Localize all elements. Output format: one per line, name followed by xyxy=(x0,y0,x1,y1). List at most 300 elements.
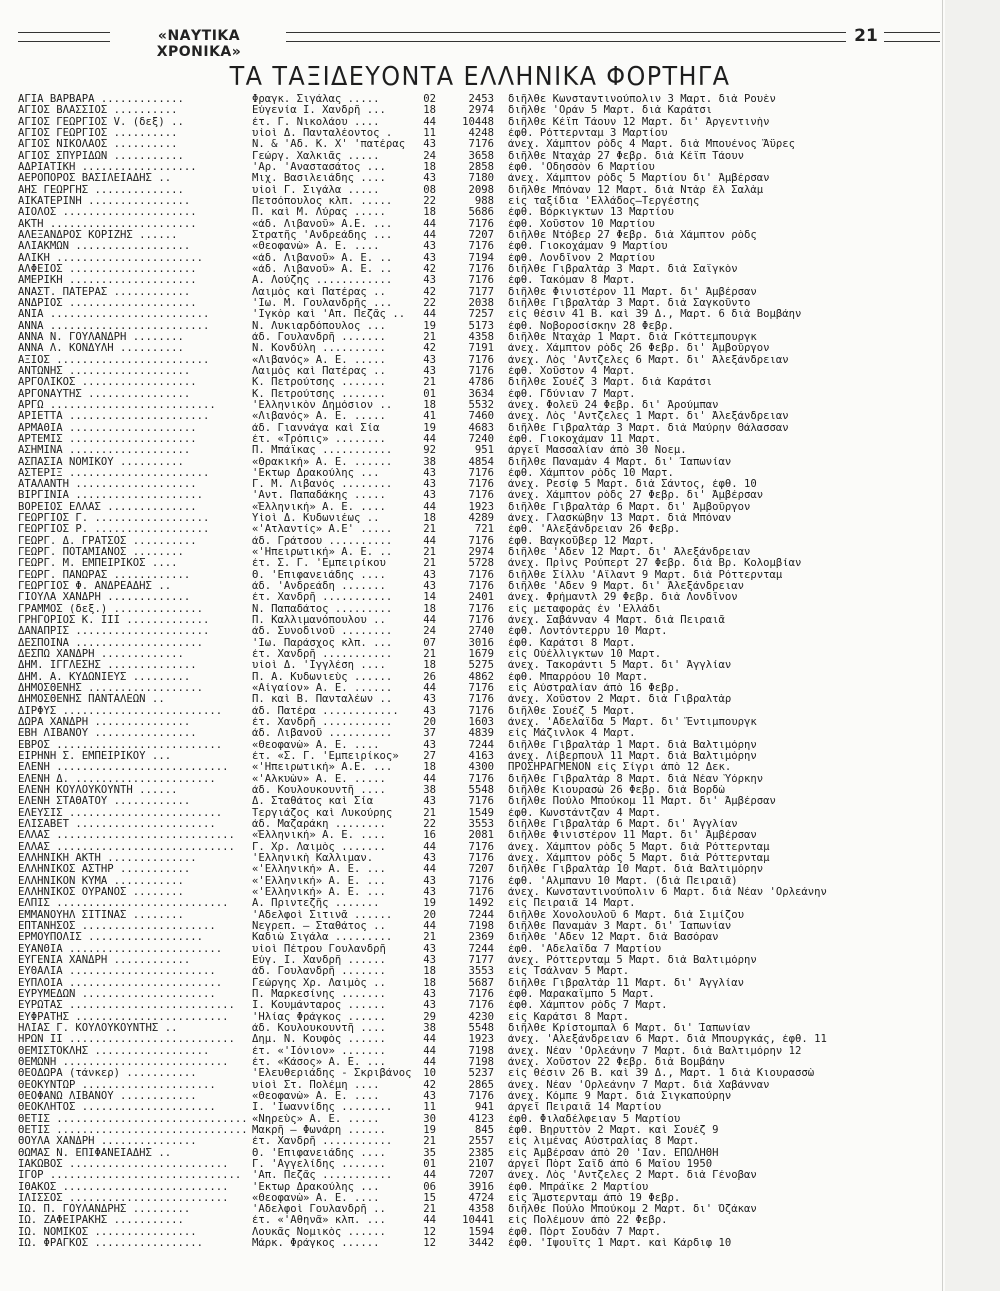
ship-name: ΑΛΙΑΚΜΩΝ .................. xyxy=(18,241,191,253)
ship-row xyxy=(18,570,942,581)
ship-name: ΓΕΩΡΓΙΟΣ Ρ. .................. xyxy=(18,524,210,536)
ship-tonnage: 1923 xyxy=(468,1034,494,1046)
ship-owner: Γεώργης Χρ. Λαιμὸς .. xyxy=(252,977,386,989)
ship-tonnage: 7176 xyxy=(468,886,494,898)
ship-tonnage: 2385 xyxy=(468,1147,494,1159)
ship-row xyxy=(18,1091,942,1102)
ship-row xyxy=(18,1023,942,1034)
ship-age: 42 xyxy=(423,1079,436,1091)
ship-route: εἰς Ἀμβέρσαν ἀπὸ 20 'Ιαν. ΕΠΩΛΗΘΗ xyxy=(508,1147,719,1159)
ship-route: ἐφθ. Κωνστάντζαν 4 Μαρτ. xyxy=(508,807,662,819)
ship-tonnage: 7176 xyxy=(468,467,494,479)
ship-row xyxy=(18,490,942,501)
ship-route: εἰς θέσιν 41 Β. καὶ 39 Δ., Μαρτ. 6 διὰ Βομβάην xyxy=(508,309,802,321)
ship-age: 43 xyxy=(423,796,436,808)
ship-name: ΕΛΛΗΝΙΚΟΣ ΟΥΡΑΝΟΣ ........ xyxy=(18,886,184,898)
ship-owner: «ἀδ. Λιβανοῦ» Α.Ε. ... xyxy=(252,218,393,230)
ship-age: 43 xyxy=(423,943,436,955)
ship-age: 08 xyxy=(423,184,436,196)
ship-row xyxy=(18,1046,942,1057)
ship-row xyxy=(18,649,942,660)
ship-route: ἐφθ. Τακόμαν 8 Μαρτ. xyxy=(508,275,636,287)
ship-tonnage: 4862 xyxy=(468,671,494,683)
ship-row xyxy=(18,1080,942,1091)
ship-route: ἀνεχ. Τακοράντι 5 Μαρτ. δι' Ἀγγλίαν xyxy=(508,660,732,672)
ship-row xyxy=(18,660,942,671)
ship-name: ΑΗΣ ΓΕΩΡΓΗΣ .............. xyxy=(18,184,184,196)
ship-tonnage: 5728 xyxy=(468,558,494,570)
ship-tonnage: 2038 xyxy=(468,297,494,309)
ship-tonnage: 1492 xyxy=(468,898,494,910)
ship-name: ΑΞΙΟΣ ........................ xyxy=(18,354,210,366)
ship-route: ἐφθ. 'Οδησσὸν 6 Μαρτίου xyxy=(508,161,655,173)
ship-route: ἀργεῖ Μασσαλίαν ἀπὸ 30 Νοεμ. xyxy=(508,445,687,457)
ship-row xyxy=(18,751,942,762)
ship-owner: Α. Λούζης ............ xyxy=(252,275,393,287)
ship-name: ΕΜΜΑΝΟΥΗΛ ΣΙΤΙΝΑΣ ........ xyxy=(18,909,184,921)
ship-name: ΙΓΟΡ .............................. xyxy=(18,1170,242,1182)
ship-route: ἀνεχ. Λὸς 'Αντζελες 6 Μαρτ. δι' Ἀλεξάνδρειαν xyxy=(508,354,789,366)
ship-age: 43 xyxy=(423,1000,436,1012)
ship-row xyxy=(18,513,942,524)
ship-age: 06 xyxy=(423,1181,436,1193)
ship-name: ΑΡΜΑΘΙΑ .................... xyxy=(18,422,197,434)
ship-owner: ἀδ. Γράτσου .......... xyxy=(252,535,393,547)
ship-row xyxy=(18,366,942,377)
ship-tonnage: 7176 xyxy=(468,875,494,887)
ship-row xyxy=(18,196,942,207)
ship-row xyxy=(18,762,942,773)
ship-age: 43 xyxy=(423,852,436,864)
ship-age: 44 xyxy=(423,218,436,230)
ship-age: 44 xyxy=(423,309,436,321)
ship-owner: Νεγρεπ. — Σταθάτος .. xyxy=(252,920,386,932)
ship-age: 21 xyxy=(423,932,436,944)
ship-route: ἐφθ. Χάμπτον ρὸδς 10 Μαρτ. xyxy=(508,467,674,479)
ship-age: 44 xyxy=(423,433,436,445)
ship-tonnage: 7207 xyxy=(468,1170,494,1182)
ship-tonnage: 10441 xyxy=(462,1215,494,1227)
ship-name: ΘΕΜΩΝΗ .......................... xyxy=(18,1056,229,1068)
ship-owner: ἐτ. «Κάσος» Α. Ε. ... xyxy=(252,1056,386,1068)
ship-owner: 'Εκτωρ Δρακούλης ... xyxy=(252,1181,380,1193)
ship-name: ΗΡΩΝ ΙΙ .......................... xyxy=(18,1034,235,1046)
ship-tonnage: 7176 xyxy=(468,773,494,785)
ship-row xyxy=(18,808,942,819)
ship-owner: «Θεοφανὼ» Α. Ε. .... xyxy=(252,1090,380,1102)
ship-row xyxy=(18,355,942,366)
ship-name: ΑΣΠΑΣΙΑ ΝΟΜΙΚΟΥ .......... xyxy=(18,456,184,468)
ship-route: ἀνεχ. Φολεϋ 24 Φεβρ. δι' Ἀρούμπαν xyxy=(508,399,719,411)
ship-route: εἰς Οὐέλλιγκτων 10 Μαρτ. xyxy=(508,649,662,661)
ship-name: ΑΡΓΟΛΙΚΟΣ .................. xyxy=(18,377,197,389)
ship-tonnage: 4248 xyxy=(468,127,494,139)
ship-route: εἰς ταξίδια 'Ελλάδος—Τεργέστης xyxy=(508,195,700,207)
ship-name: ΙΩ. ΦΡΑΓΚΟΣ ................. xyxy=(18,1238,203,1250)
ship-age: 44 xyxy=(423,841,436,853)
ship-age: 44 xyxy=(423,683,436,695)
ship-name: ΑΛΙΚΗ ....................... xyxy=(18,252,203,264)
ship-owner: Θ. 'Επιφανειάδης .... xyxy=(252,569,386,581)
ship-row xyxy=(18,479,942,490)
ship-route: διῆλθε Σίλλυ 'Αϊλαντ 9 Μαρτ. διὰ Ρόττερνταμ xyxy=(508,569,783,581)
ship-row xyxy=(18,275,942,286)
ship-route: ἀνεχ. Κωνσταντινούπολιν 6 Μαρτ. διὰ Νέαν 'Ορλεάνην xyxy=(508,886,827,898)
ship-row xyxy=(18,876,942,887)
ship-row xyxy=(18,264,942,275)
facing-page-ghost-text xyxy=(945,0,1000,62)
ship-age: 18 xyxy=(423,966,436,978)
ship-row xyxy=(18,1057,942,1068)
ship-name: ΔΙΡΦΥΣ ......................... xyxy=(18,705,223,717)
ship-name: ΘΟΥΛΑ ΧΑΝΔΡΗ ............... xyxy=(18,1136,197,1148)
ship-tonnage: 845 xyxy=(474,1124,494,1136)
ship-route: ἐφθ. Λονδῖνον 2 Μαρτίου xyxy=(508,252,655,264)
ship-owner: «'Αλκυὼν» Α. Ε. ..... xyxy=(252,773,386,785)
ship-age: 43 xyxy=(423,173,436,185)
ship-route: ἀνεχ. Χοῦστον 2 Μαρτ. διὰ Γιβραλτὰρ xyxy=(508,694,732,706)
ship-owner: 'Αδελφοὶ Γουλανδρῆ .. xyxy=(252,1204,386,1216)
ship-owner: ἀδ. Συνοδινοῦ ........ xyxy=(252,626,393,638)
ship-owner: ἐτ. Χανδρῆ ........... xyxy=(252,649,393,661)
ship-age: 11 xyxy=(423,1102,436,1114)
ship-owner: ἐτ. «'Αθηνᾶ» κλπ. ... xyxy=(252,1215,386,1227)
ship-row xyxy=(18,411,942,422)
ship-row xyxy=(18,694,942,705)
ship-route: διῆλθε Κέϊπ Τάουν 12 Μαρτ. δι' Ἀργεντινὴν xyxy=(508,116,770,128)
ship-owner: Εὐγενία Ι. Χανδρῆ ... xyxy=(252,105,386,117)
ship-route: ἐφθ. 'Αδελαΐδα 7 Μαρτίου xyxy=(508,943,662,955)
ship-tonnage: 5687 xyxy=(468,977,494,989)
ship-name: ΕΥΦΡΑΤΗΣ ........................ xyxy=(18,1011,229,1023)
ship-row xyxy=(18,910,942,921)
header-rule-right xyxy=(286,32,846,42)
ship-tonnage: 4123 xyxy=(468,1113,494,1125)
ship-row xyxy=(18,853,942,864)
ship-name: ΑΓΙΟΣ ΣΠΥΡΙΔΩΝ ........... xyxy=(18,150,184,162)
ship-age: 43 xyxy=(423,988,436,1000)
ship-tonnage: 5686 xyxy=(468,207,494,219)
magazine-name: «ΝΑΥΤΙΚΑ ΧΡΟΝΙΚΑ» xyxy=(156,28,242,60)
ship-name: ΓΕΩΡΓΙΟΣ Φ. ΑΝΔΡΕΑΔΗΣ .. xyxy=(18,581,172,593)
ship-row xyxy=(18,343,942,354)
ship-owner: Στρατῆς 'Ανδρεάδης ... xyxy=(252,229,393,241)
ship-route: ἀνεχ. Λὸς 'Αντζελες 1 Μαρτ. δι' Ἀλεξάνδρειαν xyxy=(508,411,789,423)
ship-owner: 'Απ. Πεζᾶς ........... xyxy=(252,1170,393,1182)
ship-name: ΘΕΜΙΣΤΟΚΛΗΣ .................. xyxy=(18,1045,210,1057)
ship-age: 44 xyxy=(423,1045,436,1057)
ship-tonnage: 4358 xyxy=(468,1204,494,1216)
ship-route: διῆλθε Γιβραλτὰρ 1 Μαρτ. διὰ Βαλτιμόρην xyxy=(508,739,757,751)
ship-owner: «'Ηπειρωτική» Α. Ε. .. xyxy=(252,547,393,559)
ship-age: 22 xyxy=(423,195,436,207)
ship-owner: 'Ιω. Παράσχος κλπ. ... xyxy=(252,637,393,649)
ship-row xyxy=(18,185,942,196)
ship-age: 21 xyxy=(423,1204,436,1216)
ship-name: ΓΕΩΡΓ. Μ. ΕΜΠΕΙΡΙΚΟΣ .... xyxy=(18,558,178,570)
ship-tonnage: 7177 xyxy=(468,954,494,966)
ship-name: ΕΡΜΟΥΠΟΛΙΣ .................. xyxy=(18,932,203,944)
ship-age: 19 xyxy=(423,1124,436,1136)
ship-owner: «Νηρεὺς» Α. Ε. ..... xyxy=(252,1113,380,1125)
ship-owner: ἐτ. Χανδρῆ ........... xyxy=(252,1136,393,1148)
ship-name: ΑΝΑΣΤ. ΠΑΤΕΡΑΣ ............ xyxy=(18,286,191,298)
ship-owner: ἀδ. Γιαννάγα καὶ Σία xyxy=(252,422,380,434)
ship-tonnage: 721 xyxy=(474,524,494,536)
ship-route: ἀνεχ. Κόμπε 9 Μαρτ. διὰ Σιγκαπούρην xyxy=(508,1090,732,1102)
ship-route: ἀνεχ. Σαβάνναν 4 Μαρτ. διὰ Πειραιᾶ xyxy=(508,615,725,627)
ship-row xyxy=(18,638,942,649)
ship-owner: ἐτ. Χανδρῆ ........... xyxy=(252,592,393,604)
ship-owner: υἱοὶ Γ. Σιγάλα ..... xyxy=(252,184,380,196)
ship-owner: «Θεοφανὼ» Α. Ε. .... xyxy=(252,241,380,253)
ship-name: ΕΥΓΕΝΙΑ ΧΑΝΔΡΗ ............ xyxy=(18,954,191,966)
ship-tonnage: 7176 xyxy=(468,139,494,151)
ship-tonnage: 1549 xyxy=(468,807,494,819)
ship-owner: «Ἑλληνική» Α. Ε. .... xyxy=(252,830,386,842)
ship-route: διῆλθε Νταχὰρ 27 Φεβρ. διὰ Κέϊπ Τάουν xyxy=(508,150,744,162)
ship-row xyxy=(18,683,942,694)
ship-tonnage: 7180 xyxy=(468,173,494,185)
ship-age: 19 xyxy=(423,320,436,332)
ship-tonnage: 3442 xyxy=(468,1238,494,1250)
ship-tonnage: 5275 xyxy=(468,660,494,672)
ship-row xyxy=(18,592,942,603)
ship-age: 43 xyxy=(423,479,436,491)
ship-name: ΕΛΕΝΗ ........................... xyxy=(18,762,229,774)
ship-tonnage: 10448 xyxy=(462,116,494,128)
ship-age: 43 xyxy=(423,886,436,898)
ship-owner: ἐτ. «'Ιόνιον» ....... xyxy=(252,1045,386,1057)
ship-row xyxy=(18,423,942,434)
ship-owner: ἐτ. Χανδρῆ ........... xyxy=(252,717,393,729)
ship-owner: υἱοὶ Δ. Πανταλέοντος . xyxy=(252,127,393,139)
ship-tonnage: 2107 xyxy=(468,1158,494,1170)
ship-owner: «Θρακική» Α. Ε. ...... xyxy=(252,456,393,468)
ship-name: ΙΩ. ΖΑΦΕΙΡΑΚΗΣ ........... xyxy=(18,1215,184,1227)
ship-route: ἐφθ. Χοῦστον 4 Μαρτ. xyxy=(508,365,636,377)
ship-name: ΙΩ. ΝΟΜΙΚΟΣ ................ xyxy=(18,1226,197,1238)
ship-owner: Λαιμὸς καὶ Πατέρας .. xyxy=(252,365,386,377)
ship-row xyxy=(18,287,942,298)
ship-row xyxy=(18,740,942,751)
ship-age: 92 xyxy=(423,445,436,457)
ship-owner: Πετσόπουλος κλπ. ..... xyxy=(252,195,393,207)
ship-owner: Εὐγ. Ι. Χανδρῆ ...... xyxy=(252,954,386,966)
ship-owner: Γεώργ. Χαλκιᾶς ..... xyxy=(252,150,380,162)
ship-tonnage: 3916 xyxy=(468,1181,494,1193)
ship-row xyxy=(18,219,942,230)
ship-name: ΑΓΙΟΣ ΓΕΩΡΓΙΟΣ .......... xyxy=(18,127,178,139)
ship-row xyxy=(18,105,942,116)
ship-name: ΑΣΗΜΙΝΑ ................... xyxy=(18,445,191,457)
gutter-line xyxy=(942,0,943,1291)
ship-owner: «'Ατλαντίς» Α.Ε' ..... xyxy=(252,524,393,536)
ship-tonnage: 5548 xyxy=(468,1022,494,1034)
ship-owner: «Λιβανός» Α. Ε. ..... xyxy=(252,411,386,423)
ship-age: 15 xyxy=(423,1192,436,1204)
ship-age: 19 xyxy=(423,422,436,434)
page-title: ΤΑ ΤΑΞΙΔΕΥΟΝΤΑ ΕΛΛΗΝΙΚΑ ΦΟΡΤΗΓΑ xyxy=(229,62,731,92)
ship-row xyxy=(18,377,942,388)
ship-tonnage: 7198 xyxy=(468,920,494,932)
ship-tonnage: 4854 xyxy=(468,456,494,468)
ship-owner: ἀδ. Λιβανοῦ .......... xyxy=(252,728,393,740)
ship-tonnage: 2865 xyxy=(468,1079,494,1091)
ship-name: ΑΡΓΩ .......................... xyxy=(18,399,216,411)
ship-route: ἀνεχ. Λὸς 'Αντζελες 2 Μαρτ. διὰ Γένοβαν xyxy=(508,1170,757,1182)
ship-age: 37 xyxy=(423,728,436,740)
ship-age: 18 xyxy=(423,207,436,219)
ship-route: εἰς Μάζινλοκ 4 Μαρτ. xyxy=(508,728,636,740)
ship-tonnage: 7176 xyxy=(468,581,494,593)
ship-tonnage: 7207 xyxy=(468,229,494,241)
ship-name: ΑΙΚΑΤΕΡΙΝΗ ................ xyxy=(18,195,191,207)
ship-age: 21 xyxy=(423,331,436,343)
ship-name: ΔΑΝΑΠΡΙΣ ..................... xyxy=(18,626,210,638)
ship-route: ἀνεχ. Ρεσίφ 5 Μαρτ. διὰ Σάντος, ἐφθ. 10 xyxy=(508,479,757,491)
facing-page-bleedthrough xyxy=(945,0,1000,1291)
ship-owner: Καδιὼ Σιγάλα ......... xyxy=(252,932,393,944)
ship-owner: Π. Μαρκεσίνης ....... xyxy=(252,988,386,1000)
ship-owner: Γ. Μ. Λιβανός ........ xyxy=(252,479,393,491)
running-header xyxy=(18,26,940,60)
ship-row xyxy=(18,887,942,898)
ship-tonnage: 7176 xyxy=(468,535,494,547)
ship-name: ΑΔΡΙΑΤΙΚΗ .................. xyxy=(18,161,197,173)
ship-route: ἀνεχ. Χάμπτον ρὸδς 5 Μαρτίου δι' Ἀμβέρσαν xyxy=(508,173,770,185)
ship-name: ΕΛΛΗΝΙΚΟΝ ΚΥΜΑ ........... xyxy=(18,875,184,887)
ship-tonnage: 4163 xyxy=(468,751,494,763)
ship-tonnage: 7207 xyxy=(468,864,494,876)
ship-route: ἀνεχ. Χάμπτον ρὸδς 26 Φεβρ. δι' Ἀμβοῦργον xyxy=(508,343,770,355)
ship-owner: 'Ιω. Μ. Γουλανδρῆς ... xyxy=(252,297,393,309)
ship-route: διῆλθε Φινιστέρον 11 Μαρτ. δι' Ἀμβέρσαν xyxy=(508,830,757,842)
ship-row xyxy=(18,830,942,841)
ship-age: 38 xyxy=(423,785,436,797)
ship-name: ΙΘΑΚΟΣ .......................... xyxy=(18,1181,229,1193)
ship-owner: Υἱοὶ Δ. Κυδωνιέως .. xyxy=(252,513,380,525)
ship-route: ἐφθ. Πὸρτ Σουδὰν 7 Μαρτ. xyxy=(508,1226,662,1238)
ship-tonnage: 3553 xyxy=(468,966,494,978)
ship-row xyxy=(18,468,942,479)
ship-route: διῆλθε Πούλο Μπούκομ 2 Μαρτ. δι' Ὀζάκαν xyxy=(508,1204,757,1216)
ship-name: ΙΩ. Π. ΓΟΥΛΑΝΔΡΗΣ ......... xyxy=(18,1204,191,1216)
ship-owner: 'Ηλίας Φράγκος ...... xyxy=(252,1011,386,1023)
ship-name: ΔΕΣΠΟΙΝΑ .................... xyxy=(18,637,203,649)
ship-route: εἰς Τσάλναν 5 Μαρτ. xyxy=(508,966,630,978)
ship-route: ἐφθ. Φιλαδέλφειαν 5 Μαρτίου xyxy=(508,1113,681,1125)
ship-route: ἀνεχ. Λίβερπουλ 11 Μαρτ. διὰ Βαλτιμόρην xyxy=(508,751,757,763)
ship-name: ΔΗΜ. Α. ΚΥΔΩΝΙΕΥΣ ......... xyxy=(18,671,191,683)
ship-owner: Δ. Σταθάτος καὶ Σία xyxy=(252,796,374,808)
ship-row xyxy=(18,502,942,513)
ship-route: εἰς μεταφορὰς ἐν 'Ελλάδι xyxy=(508,603,662,615)
ship-age: 44 xyxy=(423,1170,436,1182)
ship-route: ἐφθ. 'Ιψουΐτς 1 Μαρτ. καὶ Κάρδιφ 10 xyxy=(508,1238,732,1250)
ship-name: ΑΡΙΕΤΤΑ ...................... xyxy=(18,411,210,423)
ship-tonnage: 7176 xyxy=(468,241,494,253)
ship-tonnage: 988 xyxy=(474,195,494,207)
ship-age: 18 xyxy=(423,399,436,411)
ship-row xyxy=(18,1204,942,1215)
ship-tonnage: 5532 xyxy=(468,399,494,411)
ship-owner: Μάρκ. Φράγκος ...... xyxy=(252,1238,380,1250)
ship-owner: 'Αρ. 'Αναστασάτος ... xyxy=(252,161,386,173)
ship-route: ἀνεχ. Ρόττερνταμ 5 Μαρτ. διὰ Βαλτιμόρην xyxy=(508,954,757,966)
ship-name: ΕΛΠΙΣ ........................... xyxy=(18,898,229,910)
ship-age: 41 xyxy=(423,411,436,423)
header-rule-left xyxy=(18,32,110,42)
ship-age: 21 xyxy=(423,547,436,559)
ship-name: ΘΩΜΑΣ Ν. ΕΠΙΦΑΝΕΙΑΔΗΣ .. xyxy=(18,1147,172,1159)
ship-route: ἐφθ. Γιοκοχάμαν 9 Μαρτίου xyxy=(508,241,668,253)
ship-route: διῆλθε Σουέζ 3 Μαρτ. διὰ Καράτσι xyxy=(508,377,713,389)
ship-tonnage: 7198 xyxy=(468,1045,494,1057)
ship-route: ἀνεχ. Νέαν 'Ορλεάνην 7 Μαρτ. διὰ Βαλτιμόρην 12 xyxy=(508,1045,802,1057)
ship-route: διῆλθε Γιβραλτὰρ 3 Μαρτ. διὰ Μαύρην Θάλασσαν xyxy=(508,422,789,434)
ship-name: ΑΛΕΞΑΝΔΡΟΣ ΚΟΡΙΖΗΣ ...... xyxy=(18,229,178,241)
ship-tonnage: 2401 xyxy=(468,592,494,604)
ship-tonnage: 4724 xyxy=(468,1192,494,1204)
ship-tonnage: 7191 xyxy=(468,343,494,355)
ship-owner: Π. Α. Κυδωνιεὺς ...... xyxy=(252,671,393,683)
ship-name: ΕΛΛΗΝΙΚΟΣ ΑΣΤΗΡ ........... xyxy=(18,864,191,876)
ship-name: ΑΚΤΗ ....................... xyxy=(18,218,197,230)
ship-owner: Ι. 'Ιωαννίδης ........ xyxy=(252,1102,393,1114)
ship-row xyxy=(18,457,942,468)
ship-row xyxy=(18,162,942,173)
ship-owner: ἀδ. Κουλουκουντῆ .... xyxy=(252,1022,386,1034)
ship-route: εἰς Καράτσι 8 Μαρτ. xyxy=(508,1011,630,1023)
ship-tonnage: 7176 xyxy=(468,490,494,502)
ship-table xyxy=(18,94,942,1249)
ship-owner: 'Αδελφοὶ Σιτινᾶ ...... xyxy=(252,909,393,921)
ship-row xyxy=(18,1000,942,1011)
page-number: 21 xyxy=(854,26,878,46)
ship-owner: «Λιβανός» Α. Ε. ..... xyxy=(252,354,386,366)
ship-row xyxy=(18,728,942,739)
ship-name: ΘΕΟΚΥΝΤΩΡ ..................... xyxy=(18,1079,216,1091)
ship-route: ἀνεχ. Νέαν 'Ορλεάνην 7 Μαρτ. διὰ Χαβάνναν xyxy=(508,1079,770,1091)
ship-name: ΑΝΝΑ Λ. ΚΟΝΔΥΛΗ .......... xyxy=(18,343,184,355)
ship-tonnage: 7176 xyxy=(468,218,494,230)
ship-owner: «Θεοφανὼ» Α. Ε. .... xyxy=(252,739,380,751)
ship-route: ἀνεχ. Φρήμαντλ 29 Φεβρ. διὰ Λονδῖνον xyxy=(508,592,738,604)
ship-age: 43 xyxy=(423,1090,436,1102)
ship-age: 01 xyxy=(423,1158,436,1170)
ship-name: ΑΛΦΕΙΟΣ .................... xyxy=(18,263,197,275)
ship-name: ΑΓΙΟΣ ΝΙΚΟΛΑΟΣ .......... xyxy=(18,139,178,151)
ship-age: 16 xyxy=(423,830,436,842)
ship-age: 11 xyxy=(423,127,436,139)
ship-route: ἐφθ. Βόρκιγκτων 13 Μαρτίου xyxy=(508,207,674,219)
ship-row xyxy=(18,400,942,411)
ship-tonnage: 7176 xyxy=(468,705,494,717)
ship-tonnage: 7176 xyxy=(468,852,494,864)
ship-tonnage: 7244 xyxy=(468,909,494,921)
ship-row xyxy=(18,389,942,400)
ship-row xyxy=(18,536,942,547)
ship-tonnage: 2557 xyxy=(468,1136,494,1148)
ship-tonnage: 7240 xyxy=(468,433,494,445)
ship-age: 43 xyxy=(423,739,436,751)
ship-route: διῆλθε Γιβραλτὰρ 10 Μαρτ. διὰ Βαλτιμόρην xyxy=(508,864,764,876)
ship-name: ΓΡΑΜΜΟΣ (δεξ.) .............. xyxy=(18,603,203,615)
ship-tonnage: 951 xyxy=(474,445,494,457)
ship-age: 42 xyxy=(423,286,436,298)
ship-route: διῆλθε Γιβραλτὰρ 8 Μαρτ. διὰ Νέαν Ὑόρκην xyxy=(508,773,764,785)
